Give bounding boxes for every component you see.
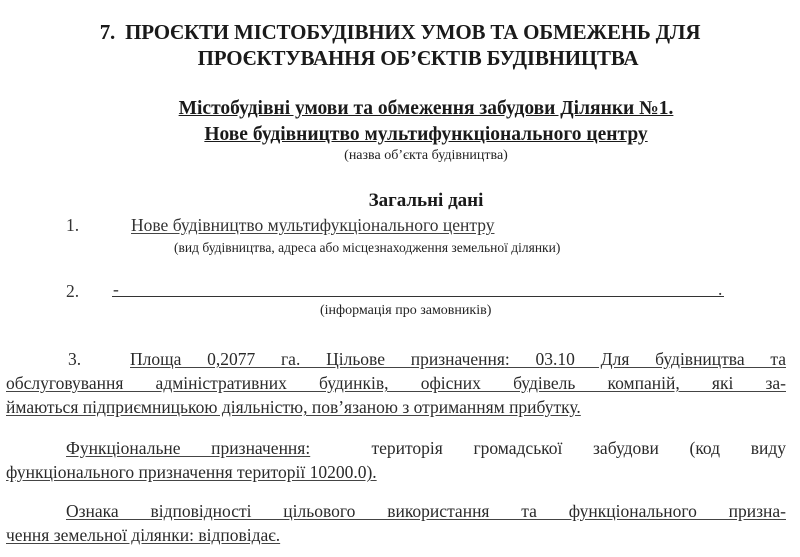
paragraph-3-line-1 [6,347,786,371]
paragraph-3-text-1: Площа 0,2077 га. Цільове призначення: 03.10 Для будівництва та [130,349,786,369]
functional-line-2: функціонального призначення території 10200.0). [6,462,377,482]
functional-line-1 [6,436,786,460]
compliance-line-1 [6,499,786,523]
paragraph-functional-purpose [6,436,786,484]
object-title-line-2: Нове будівництво мультифункціонального центру [204,124,648,145]
construction-type-caption: (вид будівництва, адреса або місцезнаходження земельної ділянки) [174,240,561,255]
compliance-text-1: Ознака відповідності цільового використання та функціонального призна- [66,501,786,521]
object-title-line-1: Містобудівні умови та обмеження забудови Ділянки №1. [178,98,674,119]
item-2-number: 2. [66,281,80,301]
item-1-number: 1. [66,215,80,235]
general-data-heading: Загальні дані [368,190,484,211]
section-title-line-1 [0,18,800,46]
paragraph-compliance [6,499,786,547]
functional-label: Функціональне призначення: [66,438,311,458]
construction-type-value: Нове будівництво мультифукціонального центру [131,215,495,235]
customer-info-caption: (інформація про замовників) [320,303,492,318]
section-number: 7. [99,20,116,44]
paragraph-3-line-3: ймаються підприємницькою діяльністю, пов’язаною з отриманням прибутку. [6,397,581,417]
customer-info-value: - [113,279,119,299]
object-title-caption: (назва об’єкта будівництва) [344,148,508,163]
paragraph-3-line-2: обслуговування адміністративних будинків, офісних будівель компаній, які за- [6,373,786,393]
paragraph-area-purpose [6,347,786,419]
section-title-text: ПРОЄКТИ МІСТОБУДІВНИХ УМОВ ТА ОБМЕЖЕНЬ ДЛЯ [125,20,701,44]
paragraph-3-number: 3. [68,349,82,369]
customer-info-trailing-dot: . [718,279,723,299]
compliance-line-2: чення земельної ділянки: відповідає. [6,525,281,545]
functional-text-1: територія громадської забудови (код виду [371,438,786,458]
customer-info-blank-line [112,296,724,297]
section-title-line-2: ПРОЄКТУВАННЯ ОБ’ЄКТІВ БУДІВНИЦТВА [197,46,639,70]
